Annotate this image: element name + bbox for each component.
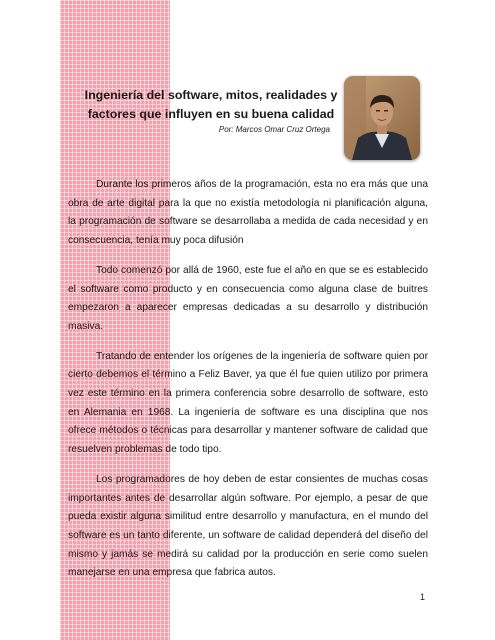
author-photo	[344, 76, 420, 160]
paragraph: Todo comenzó por allá de 1960, este fue el año en que se es establecido el software como producto y en consecuencia como alguna clase de buitres empezaron a aparecer empresas dedicadas a su desarrollo y distribución masiva.	[68, 264, 428, 332]
document-title	[80, 86, 342, 124]
article-body	[68, 176, 428, 594]
author-byline: Por: Marcos Omar Cruz Ortega	[218, 125, 330, 134]
title-line-1: Ingeniería del software, mitos, realidades y	[84, 88, 338, 102]
paragraph: Los programadores de hoy deben de estar consientes de muchas cosas importantes antes de desarrollar algún software. Por ejemplo, a pesar de que pueda existir alguna similitud entre desarrollo y manufactura, en el mundo del software es un tanto diferente, un software de calidad dependerá del diseño del mismo y jamás se medirá su calidad por la producción en serie como suelen manejarse en una empresa que fabrica autos.	[68, 473, 428, 579]
title-line-2: factores que influyen en su buena calidad	[87, 107, 335, 121]
paragraph: Tratando de entender los orígenes de la ingeniería de software quien por cierto debemos el término a Feliz Baver, ya que él fue quien utilizo por primera vez este término en la primera conferencia sobre desarrollo de software, esto en Alemania en 1968. La ingeniería de software es una disciplina que nos ofrece métodos o técnicas para desarrollar y mantener software de calidad que resuelven problemas de todo tipo.	[68, 350, 428, 456]
page-number: 1	[420, 592, 426, 602]
paragraph: Durante los primeros años de la programación, esta no era más que una obra de arte digital para la que no existía metodología ni planificación alguna, la programación de software se desarrollaba a medida de cada necesidad y en consecuencia, tenía muy poca difusión	[68, 179, 428, 247]
